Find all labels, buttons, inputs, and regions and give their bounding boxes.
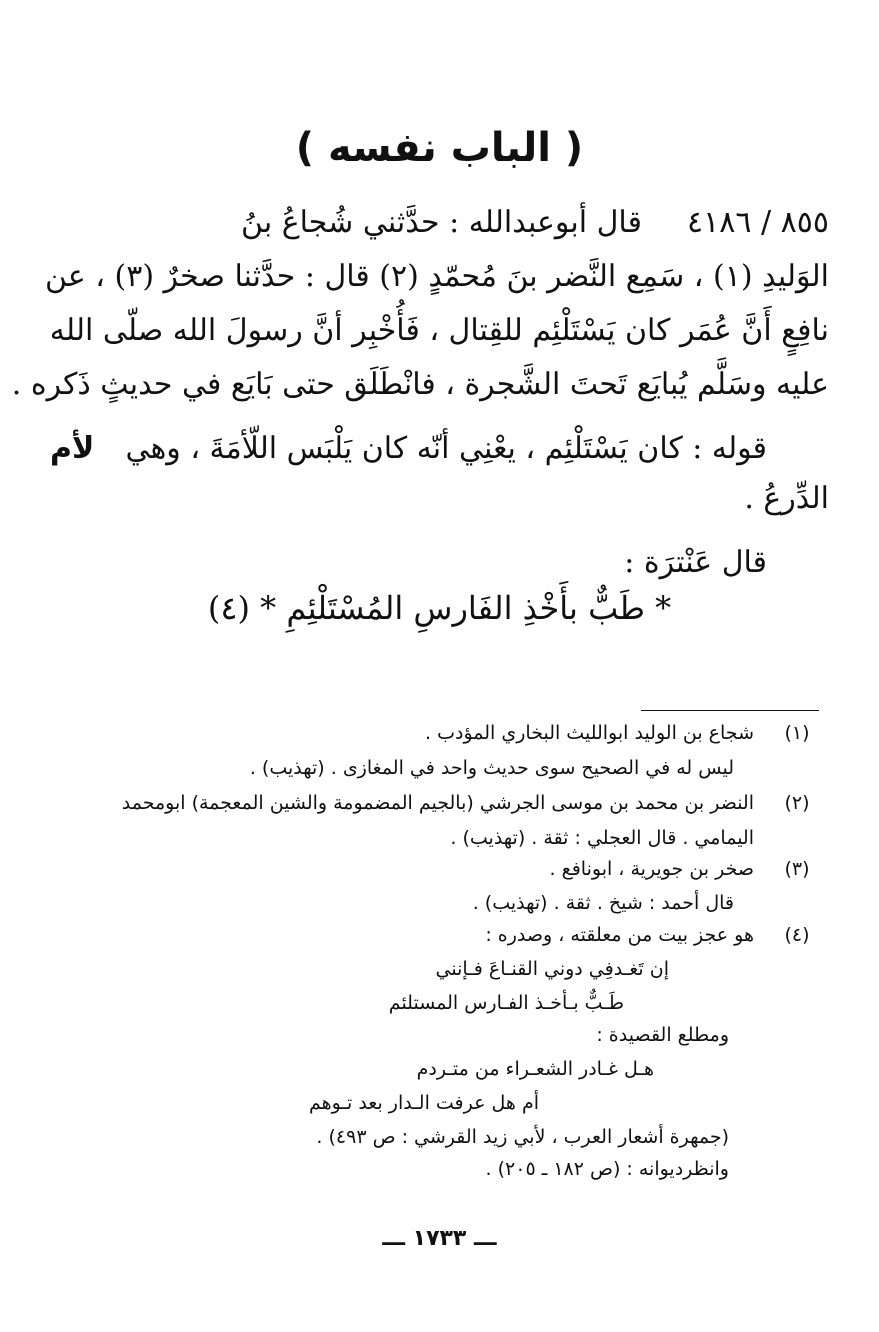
hadith-line-3: نافِعٍ أَنَّ عُمَر كان يَسْتَلْئِم للقِتال ، فَأُخْبِر أنَّ رسولَ الله صلّى الله bbox=[49, 313, 829, 348]
page-number: ـــ ١٧٣٣ ـــ bbox=[382, 1226, 497, 1251]
footnote-line: اليمامي . قال العجلي : ثقة . (تهذيب) . bbox=[450, 827, 754, 849]
hadith-line-1-text: قال أبوعبدالله : حدَّثني شُجاعُ بنُ bbox=[241, 205, 642, 240]
footnote-line: شجاع بن الوليد ابوالليث البخاري المؤدب . bbox=[425, 722, 754, 744]
footnote-line: النضر بن محمد بن موسى الجرشي (بالجيم المضمومة والشين المعجمة) ابومحمد bbox=[121, 792, 754, 814]
hadith-line-2: الوَليدِ (١) ، سَمِع النَّضر بنَ مُحمّدٍ (٢) قال : حدَّثنا صخرٌ (٣) ، عن bbox=[44, 259, 829, 294]
footnote-number: (٣) bbox=[784, 858, 810, 880]
footnote-number: (٤) bbox=[784, 924, 810, 946]
antara-intro: قال عَنْترَة : bbox=[624, 545, 767, 580]
footnote-poem-line: أم هل عرفت الـدار بعد تـوهم bbox=[308, 1092, 539, 1114]
poetry-verse: * طَبٌّ بأَخْذِ الفَارسِ المُسْتَلْئِمِ * (٤) bbox=[207, 589, 672, 627]
commentary-line-2: الدِّرعُ . bbox=[744, 481, 829, 516]
commentary-line-1: قوله : كان يَسْتَلْئِم ، يعْنِي أنّه كان يَلْبَس اللّأمَةَ ، وهي bbox=[125, 431, 767, 466]
footnote-line: ومطلع القصيدة : bbox=[596, 1024, 729, 1046]
commentary-bold-word: لأم bbox=[50, 431, 95, 466]
footnote-poem-line: طَـبٌّ بـأخـذ الفـارس المستلئم bbox=[388, 992, 624, 1014]
hadith-line-4: عليه وسَلَّم يُبايَع تَحتَ الشَّجرة ، فانْطَلَق حتى بَايَع في حديثٍ ذَكره . bbox=[11, 367, 829, 402]
chapter-heading: ( الباب نفسه ) bbox=[295, 125, 584, 171]
footnote-line: قال أحمد : شيخ . ثقة . (تهذيب) . bbox=[472, 892, 734, 914]
footnote-number: (١) bbox=[784, 722, 810, 744]
footnote-line: هو عجز بيت من معلقته ، وصدره : bbox=[485, 924, 754, 946]
footnote-poem-line: هـل غـادر الشعـراء من متـردم bbox=[416, 1058, 654, 1080]
hadith-number: ٨٥٥ / ٤١٨٦ bbox=[687, 205, 829, 240]
footnote-line: ليس له في الصحيح سوى حديث واحد في المغازى . (تهذيب) . bbox=[249, 757, 734, 779]
footnote-poem-line: إن تَغـدفِي دوني القنـاعَ فـإنني bbox=[435, 958, 669, 980]
footnote-line: صخر بن جويرية ، ابونافع . bbox=[549, 858, 754, 880]
footnote-line: (جمهرة أشعار العرب ، لأبي زيد القرشي : ص ٤٩٣) . bbox=[316, 1126, 729, 1148]
hadith-line-1 bbox=[60, 195, 829, 251]
footnote-line: وانظرديوانه : (ص ١٨٢ ـ ٢٠٥) . bbox=[485, 1158, 729, 1180]
footnote-number: (٢) bbox=[784, 792, 810, 814]
footnote-separator bbox=[641, 710, 819, 711]
